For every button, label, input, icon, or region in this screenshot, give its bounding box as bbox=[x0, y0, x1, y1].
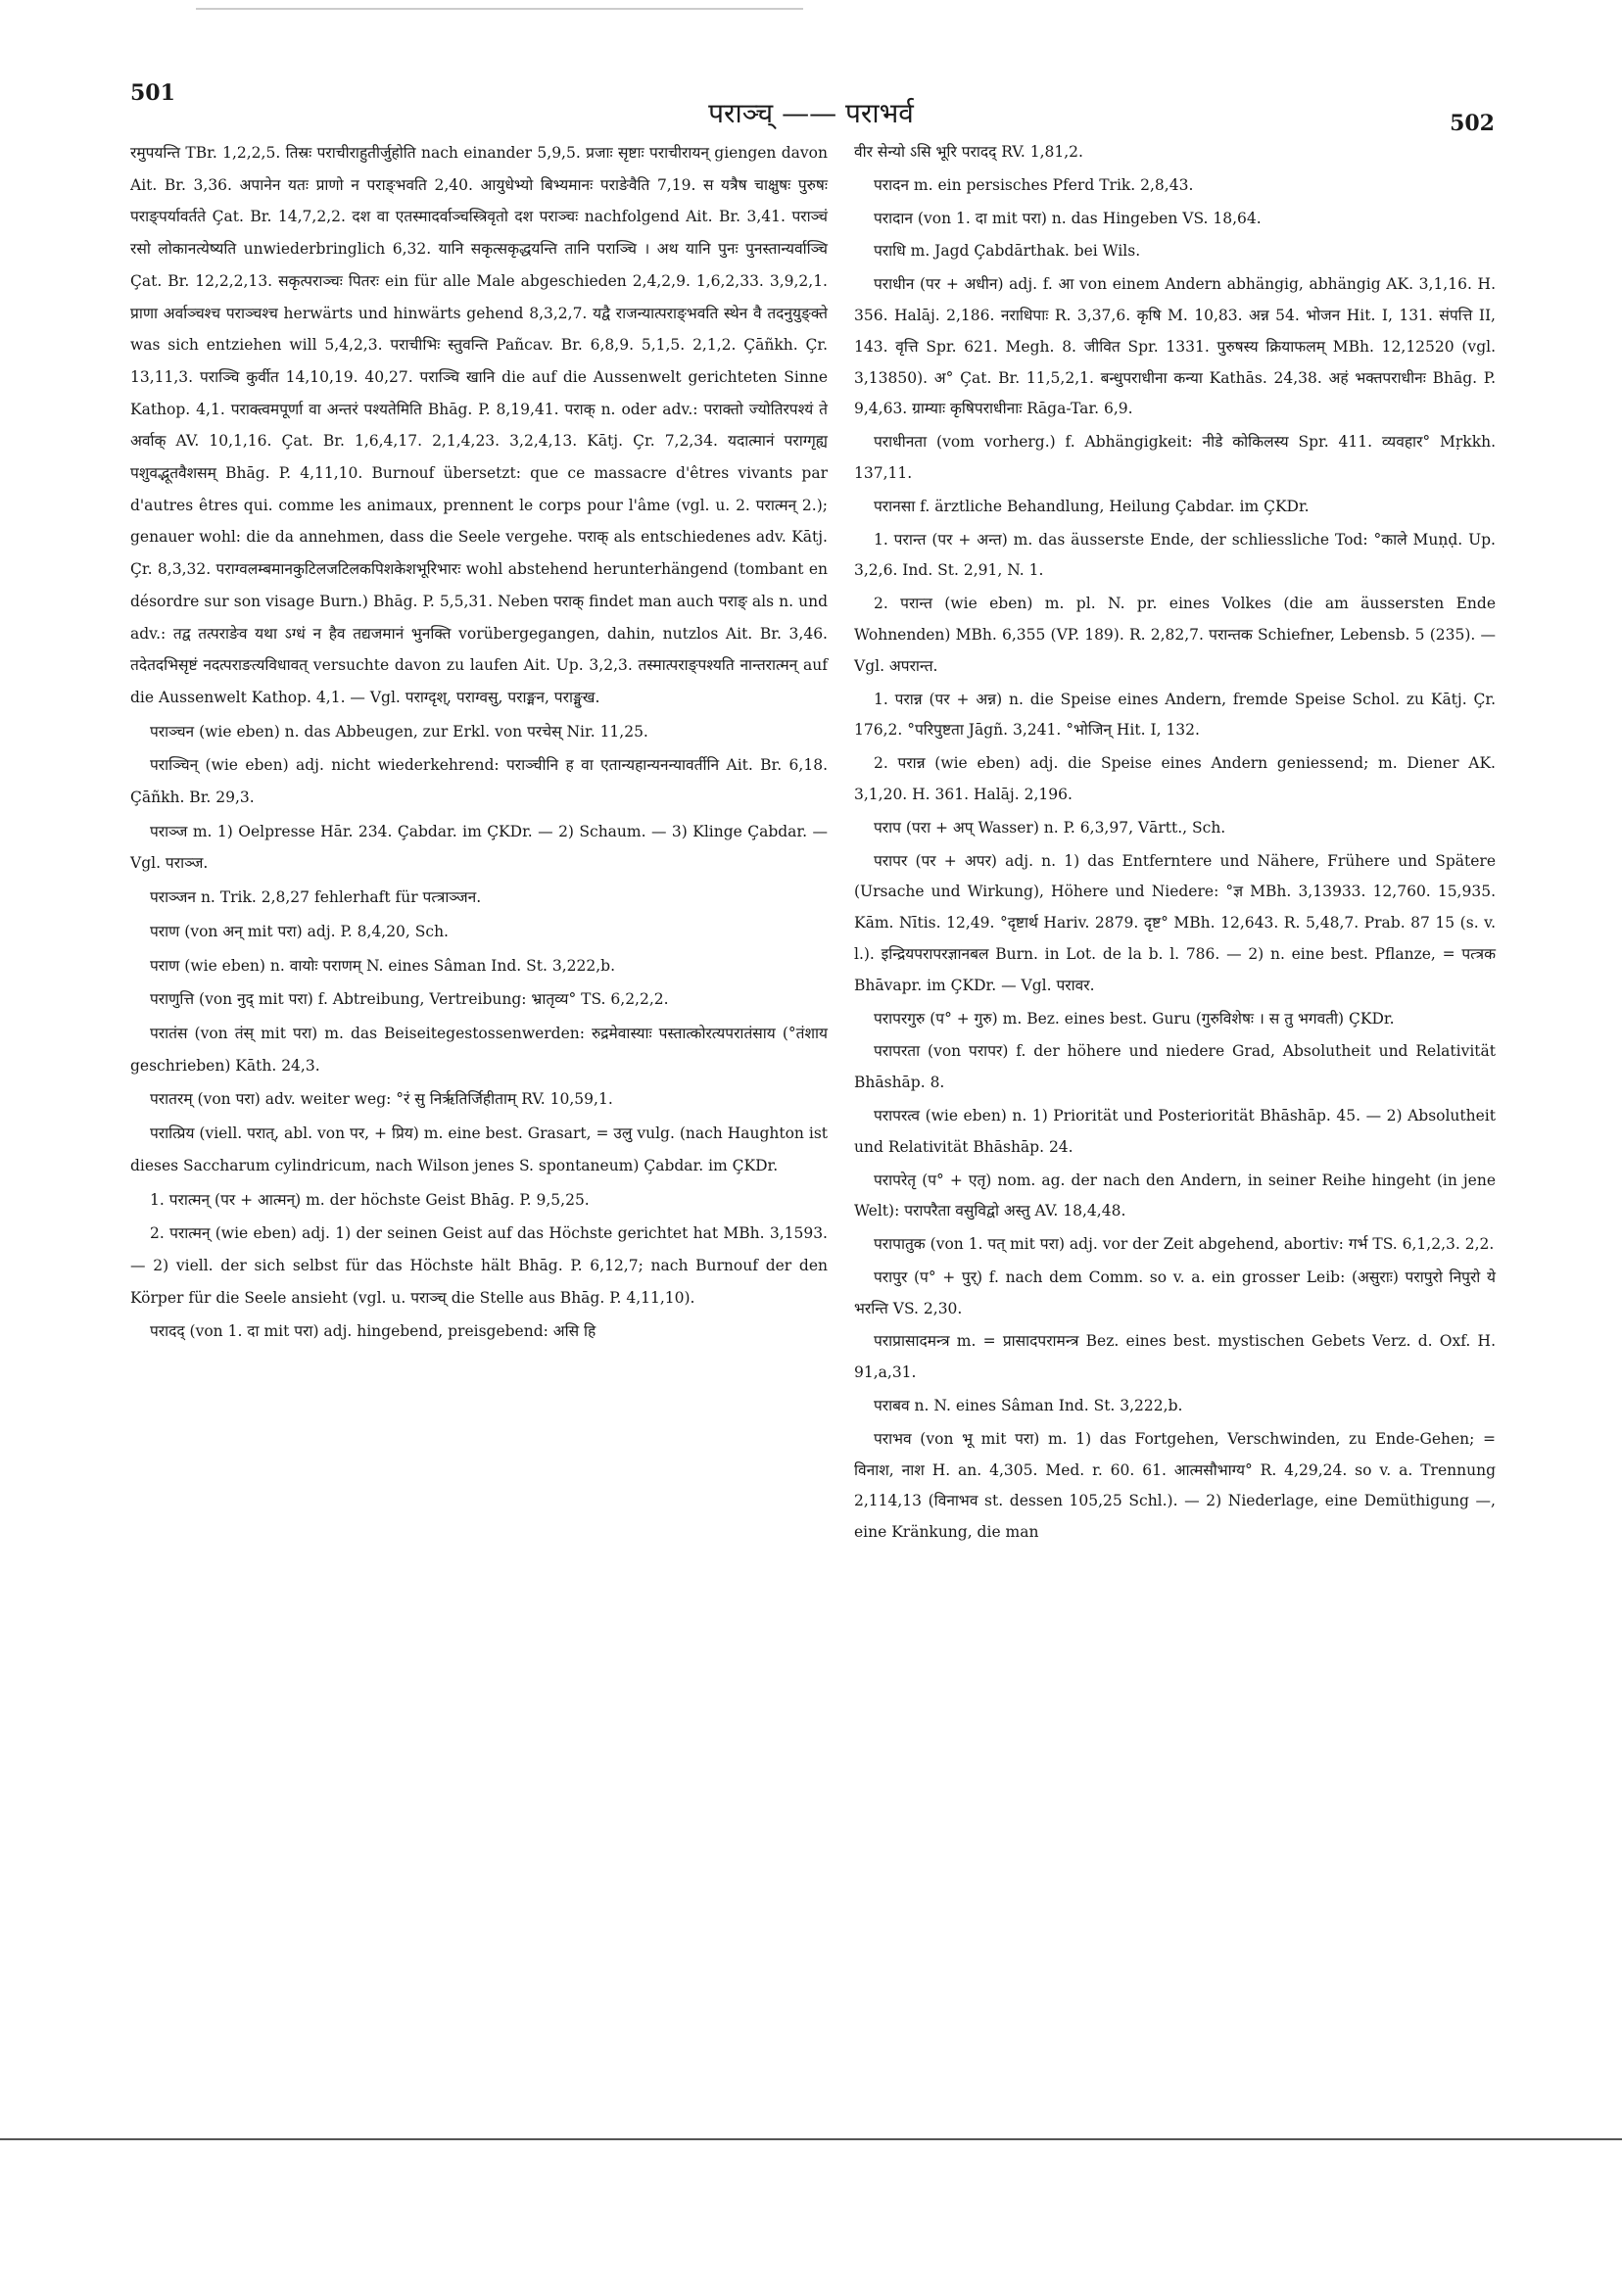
dictionary-entry: परापरगुरु (प° + गुरु) m. Bez. eines best. Guru (गुरुविशेषः । स तु भगवती) ÇKDr. bbox=[874, 1009, 1395, 1028]
dictionary-entry: पराधीनता (vom vorherg.) f. Abhängigkeit: नीडे कोकिलस्य Spr. 411. व्यवहार° Mṛkkh. 137,11. bbox=[854, 433, 1496, 482]
dictionary-entry: परादन m. ein persisches Pferd Trik. 2,8,43. bbox=[874, 175, 1194, 194]
dictionary-entry: पराप्रासादमन्त्र m. = प्रासादपरामन्त्र Bez. eines best. mystischen Gebets Verz. d. Oxf. H. 91,a,31. bbox=[854, 1332, 1496, 1382]
dictionary-entry: परापर (पर + अपर) adj. n. 1) das Entferntere und Nähere, Frühere und Spätere (Ursache und Wirkung), Höhere und Niedere: °ज्ञ MBh. 3,13933. 12,760. 15,935. Kām. Nītis. 12,49. °दृष्टार्थ Hariv. 2879. दृष्ट° MBh. 12,643. R. 5,48,7. Prab. 87 15 (s. v. l.). इन्द्रियपरापरज्ञानबल Burn. in Lot. de la b. l. 786. — 2) n. eine best. Pflanze, = पत्त्रक Bhāvapr. im ÇKDr. — Vgl. परावर. bbox=[854, 851, 1496, 994]
dictionary-entry: पराबव n. N. eines Sâman Ind. St. 3,222,b. bbox=[874, 1397, 1183, 1415]
dictionary-entry: पराधि m. Jagd Çabdārthak. bei Wils. bbox=[874, 242, 1141, 261]
dictionary-entry: पराण (wie eben) n. वायोः पराणम् N. eines Sâman Ind. St. 3,222,b. bbox=[150, 956, 616, 975]
right-column bbox=[854, 137, 1496, 1549]
continued-text: वीर सेन्यो ऽसि भूरि परादद् RV. 1,81,2. bbox=[854, 143, 1083, 161]
running-head: पराञ्च् —— पराभर्व bbox=[708, 97, 914, 129]
dictionary-entry: 1. परान्न (पर + अन्न) n. die Speise eines Andern, fremde Speise Schol. zu Kātj. Çr. 176,2. °परिपुष्टता Jāgñ. 3,241. °भोजिन् Hit. I, 132. bbox=[854, 690, 1496, 740]
dictionary-entry: परातरम् (von परा) adv. weiter weg: °रं सु निर्ऋतिर्जिहीताम् RV. 10,59,1. bbox=[150, 1090, 613, 1109]
dictionary-entry: पराण (von अन् mit परा) adj. P. 8,4,20, Sch. bbox=[150, 922, 449, 940]
page-number-right: 502 bbox=[1450, 111, 1495, 136]
continued-text: रमुपयन्ति TBr. 1,2,2,5. तिस्रः पराचीराहुतीर्जुहोति nach einander 5,9,5. प्रजाः सृष्टाः पराचीरायन् giengen davon Ait. Br. 3,36. अपानेन यतः प्राणो न पराङ्भवति 2,40. आयुधेभ्यो बिभ्यमानः पराङेवैति 7,19. स यत्रैष चाक्षुषः पुरुषः पराङ्पर्यावर्तते Çat. Br. 14,7,2,2. दश वा एतस्मादर्वाञ्चस्त्रिवृतो दश पराञ्चः nachfolgend Ait. Br. 3,41. पराञ्चं रसो लोकानत्येष्यति unwiederbringlich 6,32. यानि सकृत्सकृद्धयन्ति तानि पराञ्चि । अथ यानि पुनः पुनस्तान्यर्वाञ्चि Çat. Br. 12,2,2,13. सकृत्पराञ्चः पितरः ein für alle Male abgeschieden 2,4,2,9. 1,6,2,33. 3,9,2,1. प्राणा अर्वाञ्चश्च पराञ्चश्च herwärts und hinwärts gehend 8,3,2,7. यद्वै राजन्यात्पराङ्भवति स्थेन वै तदनुयुङ्क्ते was sich entziehen will 5,4,2,3. पराचीभिः स्तुवन्ति Pañcav. Br. 6,8,9. 5,1,5. 2,1,2. Çāñkh. Çr. 13,11,3. पराञ्चि कुर्वीत 14,10,19. 40,27. पराञ्चि खानि die auf die Aussenwelt gerichteten Sinne Kathop. 4,1. पराक्त्वमपूर्णा वा अन्तरं पश्यतेमिति Bhāg. P. 8,19,41. पराक् n. oder adv.: पराक्तो ज्योतिरपश्यं ते अर्वाक् AV. 10,1,16. Çat. Br. 1,6,4,17. 2,1,4,23. 3,2,4,13. Kātj. Çr. 7,2,34. यदात्मानं पराग्गृह्य पशुवद्भूतवैशसम् Bhāg. P. 4,11,10. Burnouf übersetzt: que ce massacre d'êtres vivants par d'autres êtres qui. comme les animaux, prennent le corps pour l'âme (vgl. u. 2. परात्मन् 2.); genauer wohl: die da annehmen, dass die Seele vergehe. पराक् als entschiedenes adv. Kātj. Çr. 8,3,32. पराग्वलम्बमानकुटिलजटिलकपिशकेशभूरिभारः wohl abstehend herunterhängend (tombant en désordre sur son visage Burn.) Bhāg. P. 5,5,31. Neben पराक् findet man auch पराङ् als n. und adv.: तद्व तत्पराङेव यथा ऽग्धं न हैव तद्यजमानं भुनक्ति vorübergegangen, dahin, nutzlos Ait. Br. 3,46. तदेतदभिसृष्टं नदत्पराङत्यविधावत् versuchte davon zu laufen Ait. Up. 3,2,3. तस्मात्पराङ्पश्यति नान्तरात्मन् auf die Aussenwelt Kathop. 4,1. — Vgl. पराग्दृश्, पराग्वसु, पराङ्मन, पराङ्मुख. bbox=[130, 144, 828, 706]
dictionary-entry: 2. परान्त (wie eben) m. pl. N. pr. eines Volkes (die am äussersten Ende Wohnenden) MBh. 6,355 (VP. 189). R. 2,82,7. परान्तक Schiefner, Lebensb. 5 (235). — Vgl. अपरान्त. bbox=[854, 595, 1496, 675]
dictionary-entry: परादान (von 1. दा mit परा) n. das Hingeben VS. 18,64. bbox=[874, 209, 1262, 227]
dictionary-entry: 1. परान्त (पर + अन्त) m. das äusserste Ende, der schliessliche Tod: °काले Muṇḍ. Up. 3,2,6. Ind. St. 2,91, N. 1. bbox=[854, 530, 1496, 580]
dictionary-entry: परात्प्रिय (viell. परात्, abl. von पर, + प्रिय) m. eine best. Grasart, = उलु vulg. (nach Haughton ist dieses Saccharum cylindricum, nach Wilson jenes S. spontaneum) Çabdar. im ÇKDr. bbox=[130, 1124, 828, 1174]
dictionary-entry: परापरेतृ (प° + एतृ) nom. ag. der nach den Andern, in seiner Reihe hingeht (in jene Welt): परापरैता वसुविद्वो अस्तु AV. 18,4,48. bbox=[854, 1171, 1496, 1220]
dictionary-entry: परादद् (von 1. दा mit परा) adj. hingebend, preisgebend: असि हि bbox=[150, 1322, 596, 1341]
dictionary-entry: 2. परात्मन् (wie eben) adj. 1) der seinen Geist auf das Höchste gerichtet hat MBh. 3,1593. — 2) viell. der sich selbst für das Höchste hält Bhāg. P. 6,12,7; nach Burnouf der den Körper für die Seele ansieht (vgl. u. पराञ्च् die Stelle aus Bhāg. P. 4,11,10). bbox=[130, 1224, 828, 1307]
dictionary-entry: पराञ्चिन् (wie eben) adj. nicht wiederkehrend: पराञ्चीनि ह वा एतान्यहान्यनन्यावर्तीनि Ait. Br. 6,18. Çāñkh. Br. 29,3. bbox=[130, 756, 828, 807]
dictionary-entry: परातंस (von तंस् mit परा) m. das Beiseitegestossenwerden: रुद्रमेवास्याः पस्तात्कोरत्यपरातंसाय (°तंशाय geschrieben) Kāth. 24,3. bbox=[130, 1024, 828, 1075]
dictionary-entry: परानसा f. ärztliche Behandlung, Heilung Çabdar. im ÇKDr. bbox=[874, 497, 1310, 515]
page-number-left: 501 bbox=[130, 80, 175, 106]
dictionary-entry: 2. परान्न (wie eben) adj. die Speise eines Andern geniessend; m. Diener AK. 3,1,20. H. 361. Halāj. 2,196. bbox=[854, 754, 1496, 803]
dictionary-entry: 1. परात्मन् (पर + आत्मन्) m. der höchste Geist Bhāg. P. 9,5,25. bbox=[150, 1190, 590, 1209]
dictionary-entry: परापातुक (von 1. पत् mit परा) adj. vor der Zeit abgehend, abortiv: गर्भ TS. 6,1,2,3. 2,2. bbox=[874, 1235, 1495, 1254]
dictionary-entry: पराधीन (पर + अधीन) adj. f. आ von einem Andern abhängig, abhängig AK. 3,1,16. H. 356. Halāj. 2,186. नराधिपाः R. 3,37,6. कृषि M. 10,83. अन्न 54. भोजन Hit. I, 131. संपत्ति II, 143. वृत्ति Spr. 621. Megh. 8. जीवित Spr. 1331. पुरुषस्य क्रियाफलम् MBh. 12,12520 (vgl. 3,13850). अ° Çat. Br. 11,5,2,1. बन्धुपराधीना कन्या Kathās. 24,38. अहं भक्तपराधीनः Bhāg. P. 9,4,63. ग्राम्याः कृषिपराधीनाः Rāga-Tar. 6,9. bbox=[854, 275, 1496, 418]
left-column bbox=[130, 137, 828, 1348]
dictionary-entry: परापरता (von परापर) f. der höhere und niedere Grad, Absolutheit und Relativität Bhāshāp. 8. bbox=[854, 1042, 1496, 1092]
dictionary-entry: परापुर (प° + पुर्) f. nach dem Comm. so v. a. ein grosser Leib: (असुराः) परापुरो निपुरो ये भरन्ति VS. 2,30. bbox=[854, 1268, 1496, 1317]
dictionary-entry: पराञ्ज m. 1) Oelpresse Hār. 234. Çabdar. im ÇKDr. — 2) Schaum. — 3) Klinge Çabdar. — Vgl. पराञ्ज. bbox=[130, 822, 828, 873]
dictionary-entry: पराप (परा + अप् Wasser) n. P. 6,3,97, Vārtt., Sch. bbox=[874, 818, 1226, 837]
dictionary-entry: पराभव (von भू mit परा) m. 1) das Fortgehen, Verschwinden, zu Ende-Gehen; = विनाश, नाश H. an. 4,305. Med. r. 60. 61. आत्मसौभाग्य° R. 4,29,24. so v. a. Trennung 2,114,13 (विनाभव st. dessen 105,25 Schl.). — 2) Niederlage, eine Demüthigung —, eine Kränkung, die man bbox=[854, 1429, 1496, 1542]
dictionary-entry: पराञ्चन (wie eben) n. das Abbeugen, zur Erkl. von परचेस् Nir. 11,25. bbox=[150, 722, 648, 741]
dictionary-entry: परापरत्व (wie eben) n. 1) Priorität und Posteriorität Bhāshāp. 45. — 2) Absolutheit und Relativität Bhāshāp. 24. bbox=[854, 1106, 1496, 1156]
bottom-rule bbox=[0, 2138, 1622, 2140]
dictionary-entry: पराणुत्ति (von नुद् mit परा) f. Abtreibung, Vertreibung: भ्रातृव्य° TS. 6,2,2,2. bbox=[150, 990, 669, 1009]
dictionary-entry: पराञ्जन n. Trik. 2,8,27 fehlerhaft für पत्त्राञ्जन. bbox=[150, 888, 482, 907]
top-edge-rule bbox=[196, 8, 803, 10]
